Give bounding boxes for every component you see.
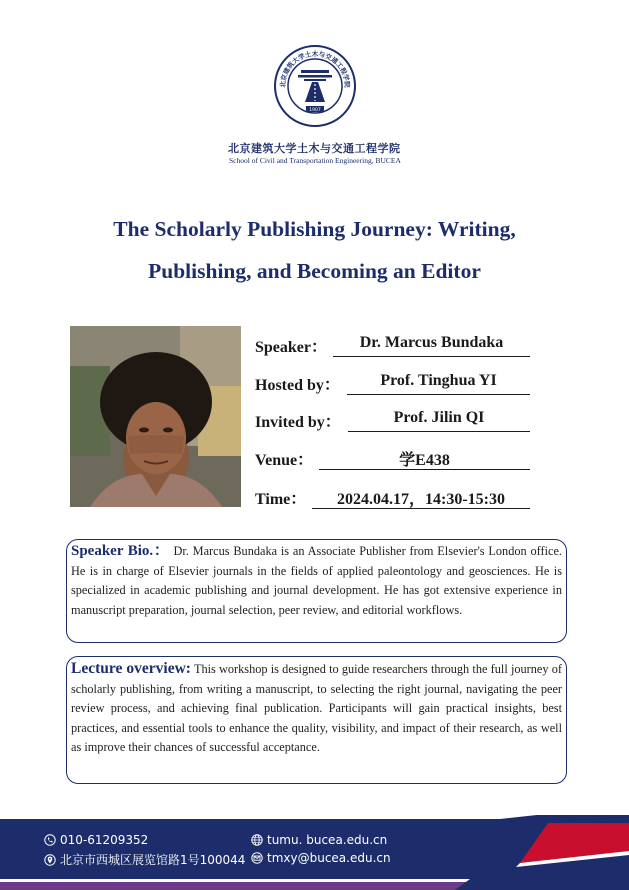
footer	[0, 815, 629, 890]
inviter-row	[255, 409, 535, 435]
speaker-row	[255, 334, 535, 360]
inviter-label: Invited by：	[255, 414, 341, 431]
website-link[interactable]: tumu. bucea.edu.cn	[267, 833, 388, 847]
lecture-overview-box	[66, 656, 567, 784]
speaker-value: Dr. Marcus Bundaka	[333, 334, 530, 357]
svg-text:北京建筑大学土木与交通工程学院: 北京建筑大学土木与交通工程学院	[278, 50, 351, 88]
phone-contact	[44, 833, 148, 847]
inviter-value: Prof. Jilin QI	[348, 409, 530, 432]
host-label: Hosted by：	[255, 377, 340, 394]
time-label: Time：	[255, 491, 307, 508]
university-seal-icon	[273, 44, 357, 128]
email-icon	[251, 852, 263, 864]
bio-text: Dr. Marcus Bundaka is an Associate Publisher from Elsevier's London office. He is in charge of Elsevier journals in the fields of applied paleontology and geosciences. He is specialized in academic publishing and journal development. He has got extensive experience in manuscript preparation, journal selection, peer review, and editorial workflows.	[71, 544, 562, 617]
speaker-photo	[70, 326, 241, 507]
phone-number: 010-61209352	[60, 833, 149, 847]
school-name-en: School of Civil and Transportation Engineering, BUCEA	[229, 156, 401, 165]
speaker-label: Speaker：	[255, 339, 328, 356]
venue-row	[255, 447, 535, 473]
venue-label: Venue：	[255, 452, 314, 469]
email-link[interactable]: tmxy@bucea.edu.cn	[267, 851, 391, 865]
time-row	[255, 486, 535, 512]
logo	[0, 44, 629, 128]
host-row	[255, 372, 535, 398]
host-value: Prof. Tinghua YI	[347, 372, 530, 395]
bio-heading: Speaker Bio.：	[71, 543, 170, 559]
address-contact	[44, 851, 245, 868]
overview-heading: Lecture overview:	[71, 660, 191, 677]
lecture-title-line-1: The Scholarly Publishing Journey: Writing,	[113, 217, 516, 241]
speaker-bio-box	[66, 539, 567, 643]
website-contact[interactable]	[251, 833, 387, 847]
address-text: 北京市西城区展览馆路1号100044	[60, 853, 246, 867]
overview-text: This workshop is designed to guide researchers through the full journey of scholarly publishing, from writing a manuscript, to selecting the right journal, navigating the peer review process, and achieving final publication. Participants will gain practical insights, best practices, and essential tools to enhance the quality, visibility, and impact of their research, as well as improve their chances of successful acceptance.	[71, 662, 562, 754]
location-icon	[44, 854, 56, 866]
phone-icon	[44, 834, 56, 846]
school-name-cn: 北京建筑大学土木与交通工程学院	[228, 142, 401, 155]
lecture-title-line-2: Publishing, and Becoming an Editor	[148, 259, 481, 283]
email-contact[interactable]	[251, 851, 391, 865]
globe-icon	[251, 834, 263, 846]
venue-value: 学E438	[319, 447, 530, 470]
time-value: 2024.04.17，14:30-15:30	[312, 486, 530, 509]
svg-text:1907: 1907	[308, 107, 321, 113]
